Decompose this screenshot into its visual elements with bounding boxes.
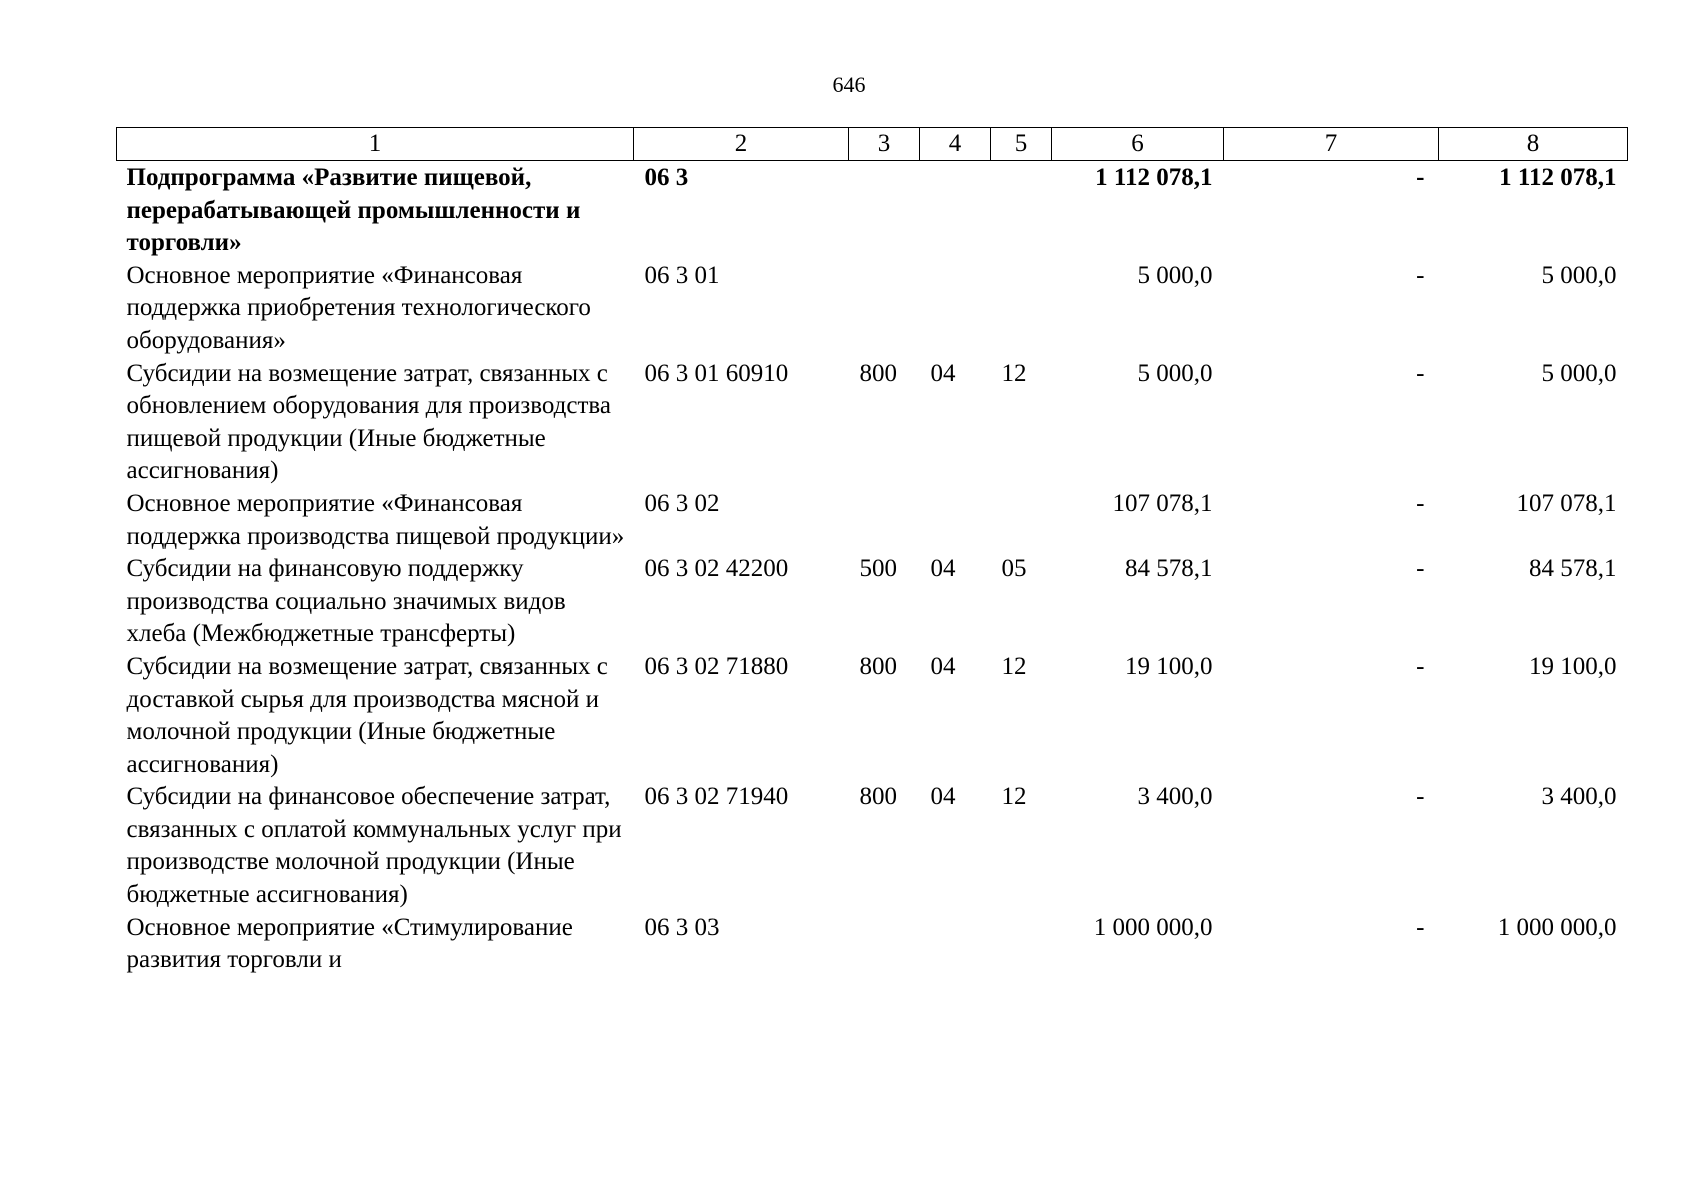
row-vr-cell: [849, 260, 920, 358]
row-pr-cell: 05: [1001, 555, 1027, 583]
row-total-cell: 1 112 078,1: [1499, 164, 1617, 191]
row-amount-cell: 84 578,1: [1125, 555, 1213, 583]
row-code-cell: 06 3 02 71880: [644, 652, 789, 680]
row-vr-cell: [849, 488, 920, 553]
row-pr-cell: 12: [1001, 783, 1027, 811]
header-cell: 4: [920, 128, 991, 161]
row-code-cell: 06 3 02 42200: [644, 555, 789, 583]
row-change-cell: -: [1416, 489, 1425, 517]
row-pr-cell: [991, 488, 1052, 553]
page-number: 646: [832, 72, 866, 97]
header-cell: 2: [634, 128, 849, 161]
table-row: [117, 260, 1628, 358]
row-code-cell: 06 3 02 71940: [644, 783, 789, 811]
table-row: [117, 488, 1628, 553]
row-rz-cell: 04: [930, 652, 956, 680]
row-name-cell: Основное мероприятие «Финансовая поддержка производства пищевой продукции»: [126, 489, 625, 550]
row-total-cell: 5 000,0: [1541, 261, 1617, 289]
row-vr-cell: 800: [859, 652, 897, 680]
header-cell: 3: [849, 128, 920, 161]
table-row: [117, 912, 1628, 977]
row-total-cell: 1 000 000,0: [1497, 913, 1617, 941]
budget-table: [116, 127, 1628, 977]
row-amount-cell: 107 078,1: [1112, 489, 1213, 517]
row-code-cell: 06 3 02: [644, 489, 720, 517]
row-vr-cell: [849, 161, 920, 260]
row-name-cell: Субсидии на финансовую поддержку производства социально значимых видов хлеба (Межбюджетные трансферты): [126, 555, 566, 648]
row-amount-cell: 5 000,0: [1137, 359, 1213, 387]
table-row: [117, 358, 1628, 488]
row-vr-cell: [849, 912, 920, 977]
row-total-cell: 3 400,0: [1541, 783, 1617, 811]
row-code-cell: 06 3 03: [644, 913, 720, 941]
row-name-cell: Субсидии на возмещение затрат, связанных с доставкой сырья для производства мясной и молочной продукции (Иные бюджетные ассигнования): [126, 652, 608, 778]
row-change-cell: -: [1416, 652, 1425, 680]
table-body: [117, 161, 1628, 977]
row-change-cell: -: [1416, 913, 1425, 941]
table-row: [117, 161, 1628, 260]
row-name-cell: Подпрограмма «Развитие пищевой, перерабатывающей промышленности и торговли»: [126, 164, 581, 257]
row-amount-cell: 5 000,0: [1137, 261, 1213, 289]
row-change-cell: -: [1416, 359, 1425, 387]
table-row: [117, 651, 1628, 781]
row-pr-cell: 12: [1001, 652, 1027, 680]
row-total-cell: 84 578,1: [1529, 555, 1617, 583]
row-name-cell: Субсидии на финансовое обеспечение затрат, связанных с оплатой коммунальных услуг при производстве молочной продукции (Иные бюджетные ассигнования): [126, 783, 622, 909]
row-change-cell: -: [1416, 261, 1425, 289]
header-cell: 6: [1052, 128, 1224, 161]
row-total-cell: 5 000,0: [1541, 359, 1617, 387]
row-name-cell: Основное мероприятие «Стимулирование развития торговли и: [126, 913, 573, 974]
row-pr-cell: [991, 260, 1052, 358]
row-pr-cell: [991, 912, 1052, 977]
row-total-cell: 19 100,0: [1529, 652, 1617, 680]
row-pr-cell: 12: [1001, 359, 1027, 387]
row-rz-cell: [920, 912, 991, 977]
row-amount-cell: 19 100,0: [1125, 652, 1213, 680]
row-rz-cell: [920, 161, 991, 260]
row-rz-cell: [920, 260, 991, 358]
row-change-cell: -: [1416, 783, 1425, 811]
row-code-cell: 06 3 01: [644, 261, 720, 289]
row-change-cell: -: [1416, 555, 1425, 583]
header-cell: 8: [1439, 128, 1628, 161]
row-rz-cell: 04: [930, 555, 956, 583]
table-header: [117, 128, 1628, 161]
row-rz-cell: [920, 488, 991, 553]
row-name-cell: Субсидии на возмещение затрат, связанных с обновлением оборудования для производства пищевой продукции (Иные бюджетные ассигнования): [126, 359, 611, 485]
header-cell: 5: [991, 128, 1052, 161]
row-vr-cell: 500: [859, 555, 897, 583]
row-amount-cell: 1 000 000,0: [1093, 913, 1213, 941]
row-code-cell: 06 3: [644, 164, 689, 191]
row-vr-cell: 800: [859, 783, 897, 811]
row-change-cell: -: [1416, 164, 1425, 191]
row-rz-cell: 04: [930, 783, 956, 811]
row-code-cell: 06 3 01 60910: [644, 359, 789, 387]
row-amount-cell: 3 400,0: [1137, 783, 1213, 811]
table-row: [117, 781, 1628, 911]
row-amount-cell: 1 112 078,1: [1095, 164, 1213, 191]
row-vr-cell: 800: [859, 359, 897, 387]
header-cell: 7: [1224, 128, 1439, 161]
header-row: [117, 128, 1628, 161]
table-row: [117, 553, 1628, 651]
row-pr-cell: [991, 161, 1052, 260]
row-total-cell: 107 078,1: [1516, 489, 1617, 517]
header-cell: 1: [117, 128, 634, 161]
row-name-cell: Основное мероприятие «Финансовая поддержка приобретения технологического оборудования»: [126, 261, 591, 354]
row-rz-cell: 04: [930, 359, 956, 387]
